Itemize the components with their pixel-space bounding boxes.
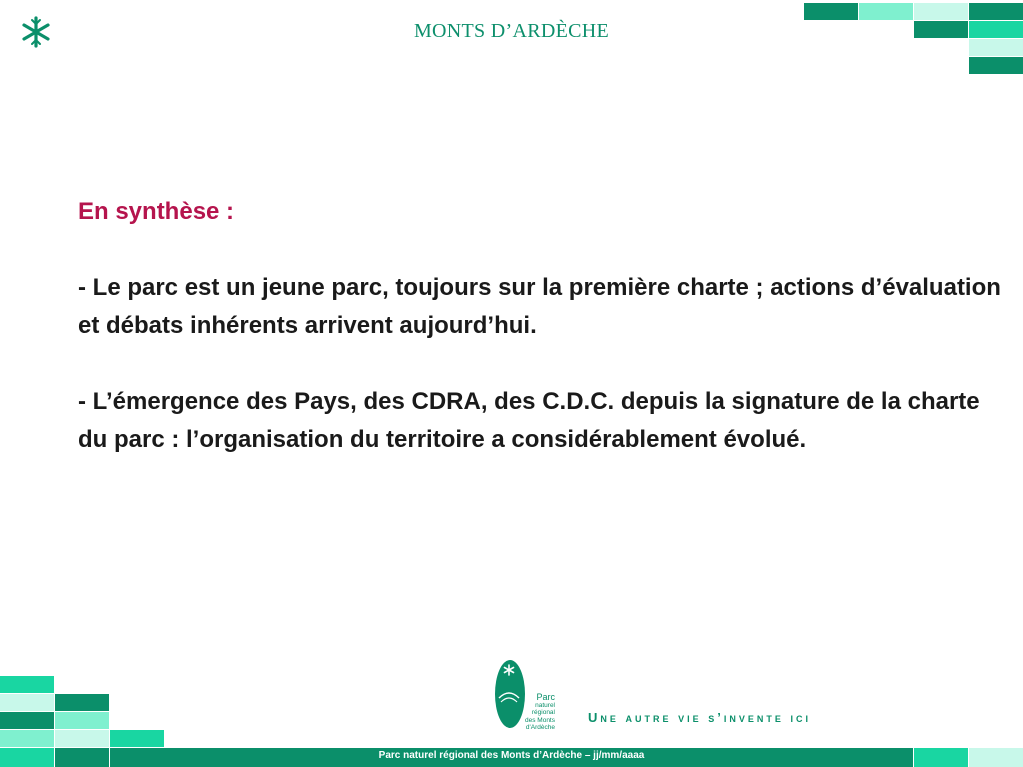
decor-tile <box>0 676 54 693</box>
section-heading: En synthèse : <box>78 198 235 225</box>
decor-tile <box>55 694 109 711</box>
decor-tile <box>0 748 54 767</box>
decor-tile <box>969 57 1023 74</box>
decor-tile <box>914 748 968 767</box>
logo-line: Parc <box>536 692 555 702</box>
decor-tile <box>55 730 109 747</box>
decor-tile <box>914 3 968 20</box>
footer-bar <box>110 748 913 767</box>
bullet-paragraph: - L’émergence des Pays, des CDRA, des C.D.C. depuis la signature de la charte du parc : l’organisation du territoire a considérablement évolué. <box>78 388 980 453</box>
decor-tile <box>110 730 164 747</box>
decor-tile <box>969 3 1023 20</box>
slogan: Une autre vie s’invente ici <box>588 710 811 725</box>
bullet-paragraph: - Le parc est un jeune parc, toujours sur la première charte ; actions d’évaluation et débats inhérents arrivent aujourd’hui. <box>78 274 1001 339</box>
decor-tile <box>859 3 913 20</box>
logo-line: naturel <box>535 701 555 709</box>
decor-tile <box>55 748 109 767</box>
logo-line: régional <box>531 709 555 716</box>
slide-content <box>78 193 1013 459</box>
logo-text <box>495 694 555 732</box>
decor-tile <box>0 730 54 747</box>
header-title: MONTS D’ARDÈCHE <box>413 20 610 42</box>
logo-line: des Monts d'Ardèche <box>525 716 555 731</box>
decor-tile <box>55 712 109 729</box>
decor-tile <box>0 712 54 729</box>
decor-tile <box>0 694 54 711</box>
decor-tile <box>804 3 858 20</box>
footer-text: Parc naturel régional des Monts d’Ardèche – jj/mm/aaaa <box>378 750 645 761</box>
decor-tile <box>969 748 1023 767</box>
